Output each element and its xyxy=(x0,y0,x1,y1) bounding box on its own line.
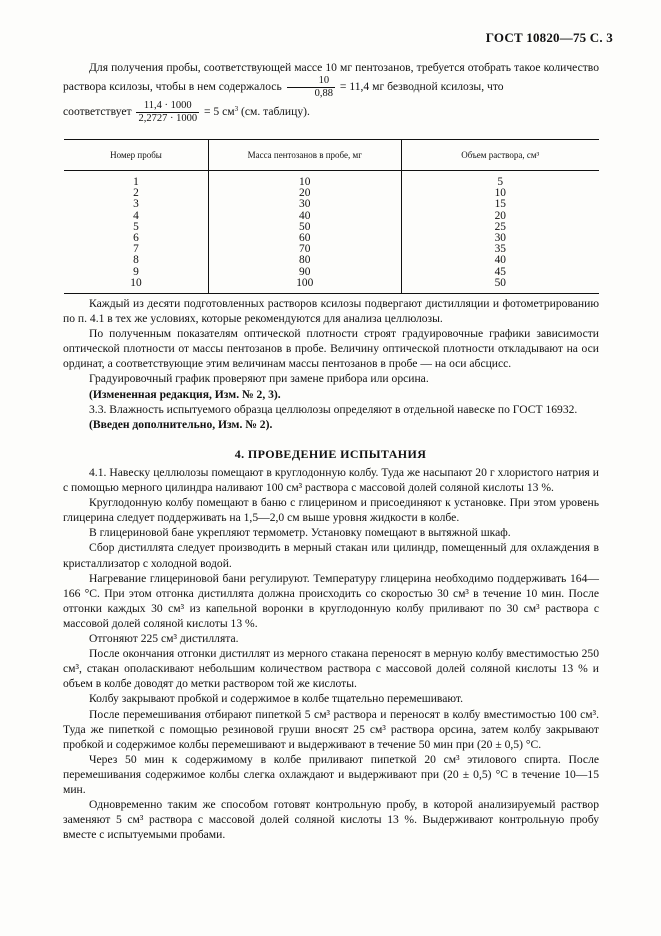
table-cell: 35 xyxy=(401,244,599,255)
paragraph: Сбор дистиллята следует производить в мерный стакан или цилиндр, помещенный для охлаждения в кристаллизатор с холодной водой. xyxy=(63,541,599,570)
table-header: Номер пробы xyxy=(64,140,208,171)
paragraph: Градуировочный график проверяют при замене прибора или орсина. xyxy=(89,372,429,386)
table-cell: 5 xyxy=(133,220,139,233)
page-header: ГОСТ 10820—75 С. 3 xyxy=(485,30,613,45)
table-cell: 6 xyxy=(133,232,139,245)
paragraph: Одновременно таким же способом готовят контрольную пробу, в которой анализируемый раствор заменяют 5 см³ раствора с массовой долей соляной кислоты 13 %. Выдерживают контрольную пробу вместе с испытуемыми пробами. xyxy=(63,798,599,842)
paragraph: (Введен дополнительно, Изм. № 2). xyxy=(89,417,273,431)
table-row xyxy=(64,211,599,222)
paragraph: Колбу закрывают пробкой и содержимое в колбе тщательно перемешивают. xyxy=(89,692,463,706)
fraction-2: $\frac{11,4 \cdot 1000}{2,2727 \cdot 1000}$ xyxy=(138,100,198,125)
paragraph: 3.3. Влажность испытуемого образца целлюлозы определяют в отдельной навеске по ГОСТ 16932. xyxy=(89,402,578,416)
table-cell: 5 xyxy=(401,171,599,189)
table-row xyxy=(64,255,599,266)
table-cell: 45 xyxy=(401,267,599,278)
table-row xyxy=(64,244,599,255)
table-cell: 9 xyxy=(133,265,139,278)
table-cell: 15 xyxy=(401,199,599,210)
table-cell: 30 xyxy=(401,233,599,244)
table-cell: 80 xyxy=(208,255,401,266)
xylose-table xyxy=(64,139,599,294)
paragraph: Каждый из десяти подготовленных растворов ксилозы подвергают дистилляции и фотометрированию по п. 4.1 в тех же условиях, которые рекомендуются для анализа целлюлозы. xyxy=(63,297,599,326)
table-cell: 50 xyxy=(208,222,401,233)
table-cell: 2 xyxy=(133,187,139,200)
paragraph: После окончания отгонки дистиллят из мерного стакана переносят в мерную колбу вместимостью 250 см³, стакан ополаскивают небольшим количеством раствора с массовой долей соляной кислоты 13 % и объем в колбе доводят до метки раствором той же кислоты. xyxy=(63,647,599,691)
table-cell: 20 xyxy=(208,188,401,199)
paragraph: Отгоняют 225 см³ дистиллята. xyxy=(89,632,239,646)
table-cell: 40 xyxy=(401,255,599,266)
paragraph: В глицериновой бане укрепляют термометр. Установку помещают в вытяжной шкаф. xyxy=(89,526,511,540)
table-cell: 10 xyxy=(401,188,599,199)
body-block-2 xyxy=(63,465,599,842)
table-cell: 20 xyxy=(401,211,599,222)
table-row xyxy=(64,171,599,189)
paragraph: (Измененная редакция, Изм. № 2, 3). xyxy=(89,387,281,401)
table-cell: 1 xyxy=(133,176,139,188)
table-cell: 60 xyxy=(208,233,401,244)
table-cell: 8 xyxy=(133,254,139,267)
paragraph: Через 50 мин к содержимому в колбе приливают пипеткой 20 см³ этилового спирта. После перемешивания содержимое колбы слегка охлаждают и выдерживают при (20 ± 0,5) °С в течение 10—15 мин. xyxy=(63,752,599,796)
table-cell: 10 xyxy=(64,278,208,294)
table-cell: 10 xyxy=(208,171,401,189)
section-title: 4. ПРОВЕДЕНИЕ ИСПЫТАНИЯ xyxy=(234,447,427,461)
table-header: Масса пентозанов в пробе, мг xyxy=(208,140,401,171)
table-row xyxy=(64,199,599,210)
table-cell: 7 xyxy=(133,243,139,256)
table-cell: 3 xyxy=(133,198,139,211)
table-row xyxy=(64,278,599,294)
table-row xyxy=(64,222,599,233)
paragraph: Нагревание глицериновой бани регулируют. Температуру глицерина необходимо поддерживать 164—166 °С. При этом отгонка дистиллята должна происходить со скоростью 30 см³ в течение 10 мин. После отгонки каждых 30 см³ из капельной воронки в круглодонную колбу приливают по 30 см³ раствора с массовой долей соляной кислоты 13 %. xyxy=(63,571,599,630)
intro-block xyxy=(63,60,599,125)
table-cell: 40 xyxy=(208,211,401,222)
table-header: Объем раствора, см³ xyxy=(401,140,599,171)
table-cell: 70 xyxy=(208,244,401,255)
body-block-1 xyxy=(63,296,599,432)
table-cell: 25 xyxy=(401,222,599,233)
paragraph: После перемешивания отбирают пипеткой 5 см³ раствора и переносят в колбу вместимостью 100 см³. Туда же пипеткой с помощью резиновой груши вносят 25 см³ раствора орсина, затем колбу закрывают пробкой и содержимое колбы перемешивают и выдерживают в течение 50 мин при (20 ± 0,5) °С. xyxy=(63,707,599,751)
paragraph: По полученным показателям оптической плотности строят градуировочные графики зависимости оптической плотности от массы пентозанов в пробе. Величину оптической плотности откладывают на оси ординат, а соответствующие этим величинам массы пентозанов в пробе — на оси абсцисс. xyxy=(63,327,599,371)
table-row xyxy=(64,233,599,244)
table-cell: 90 xyxy=(208,267,401,278)
table-cell: 50 xyxy=(401,278,599,294)
intro-paragraph: Для получения пробы, соответствующей массе 10 мг пентозанов, требуется отобрать такое количество раствора ксилозы, чтобы в нем содержалось $\frac{10}{0,88}$ = 11,4 мг безводной ксилозы, что xyxy=(63,61,599,100)
fraction-1: $\frac{10}{0,88}$ xyxy=(287,75,335,100)
table-row xyxy=(64,267,599,278)
table-cell: 30 xyxy=(208,199,401,210)
paragraph: Круглодонную колбу помещают в баню с глицерином и присоединяют к установке. При этом уровень глицерина следует поддерживать на 1,5—2,0 см выше уровня жидкости в колбе. xyxy=(63,496,599,525)
table-cell: 4 xyxy=(133,209,139,222)
paragraph: 4.1. Навеску целлюлозы помещают в круглодонную колбу. Туда же насыпают 20 г хлористого натрия и с помощью мерного цилиндра наливают 100 см³ раствора с массовой долей соляной кислоты 13 %. xyxy=(63,466,599,495)
table-cell: 100 xyxy=(208,278,401,294)
intro-paragraph-2: соответствует $\frac{11,4 \cdot 1000}{2,2727 \cdot 1000}$ = 5 $см^3$ (см. таблицу). xyxy=(63,100,310,125)
table-row xyxy=(64,188,599,199)
